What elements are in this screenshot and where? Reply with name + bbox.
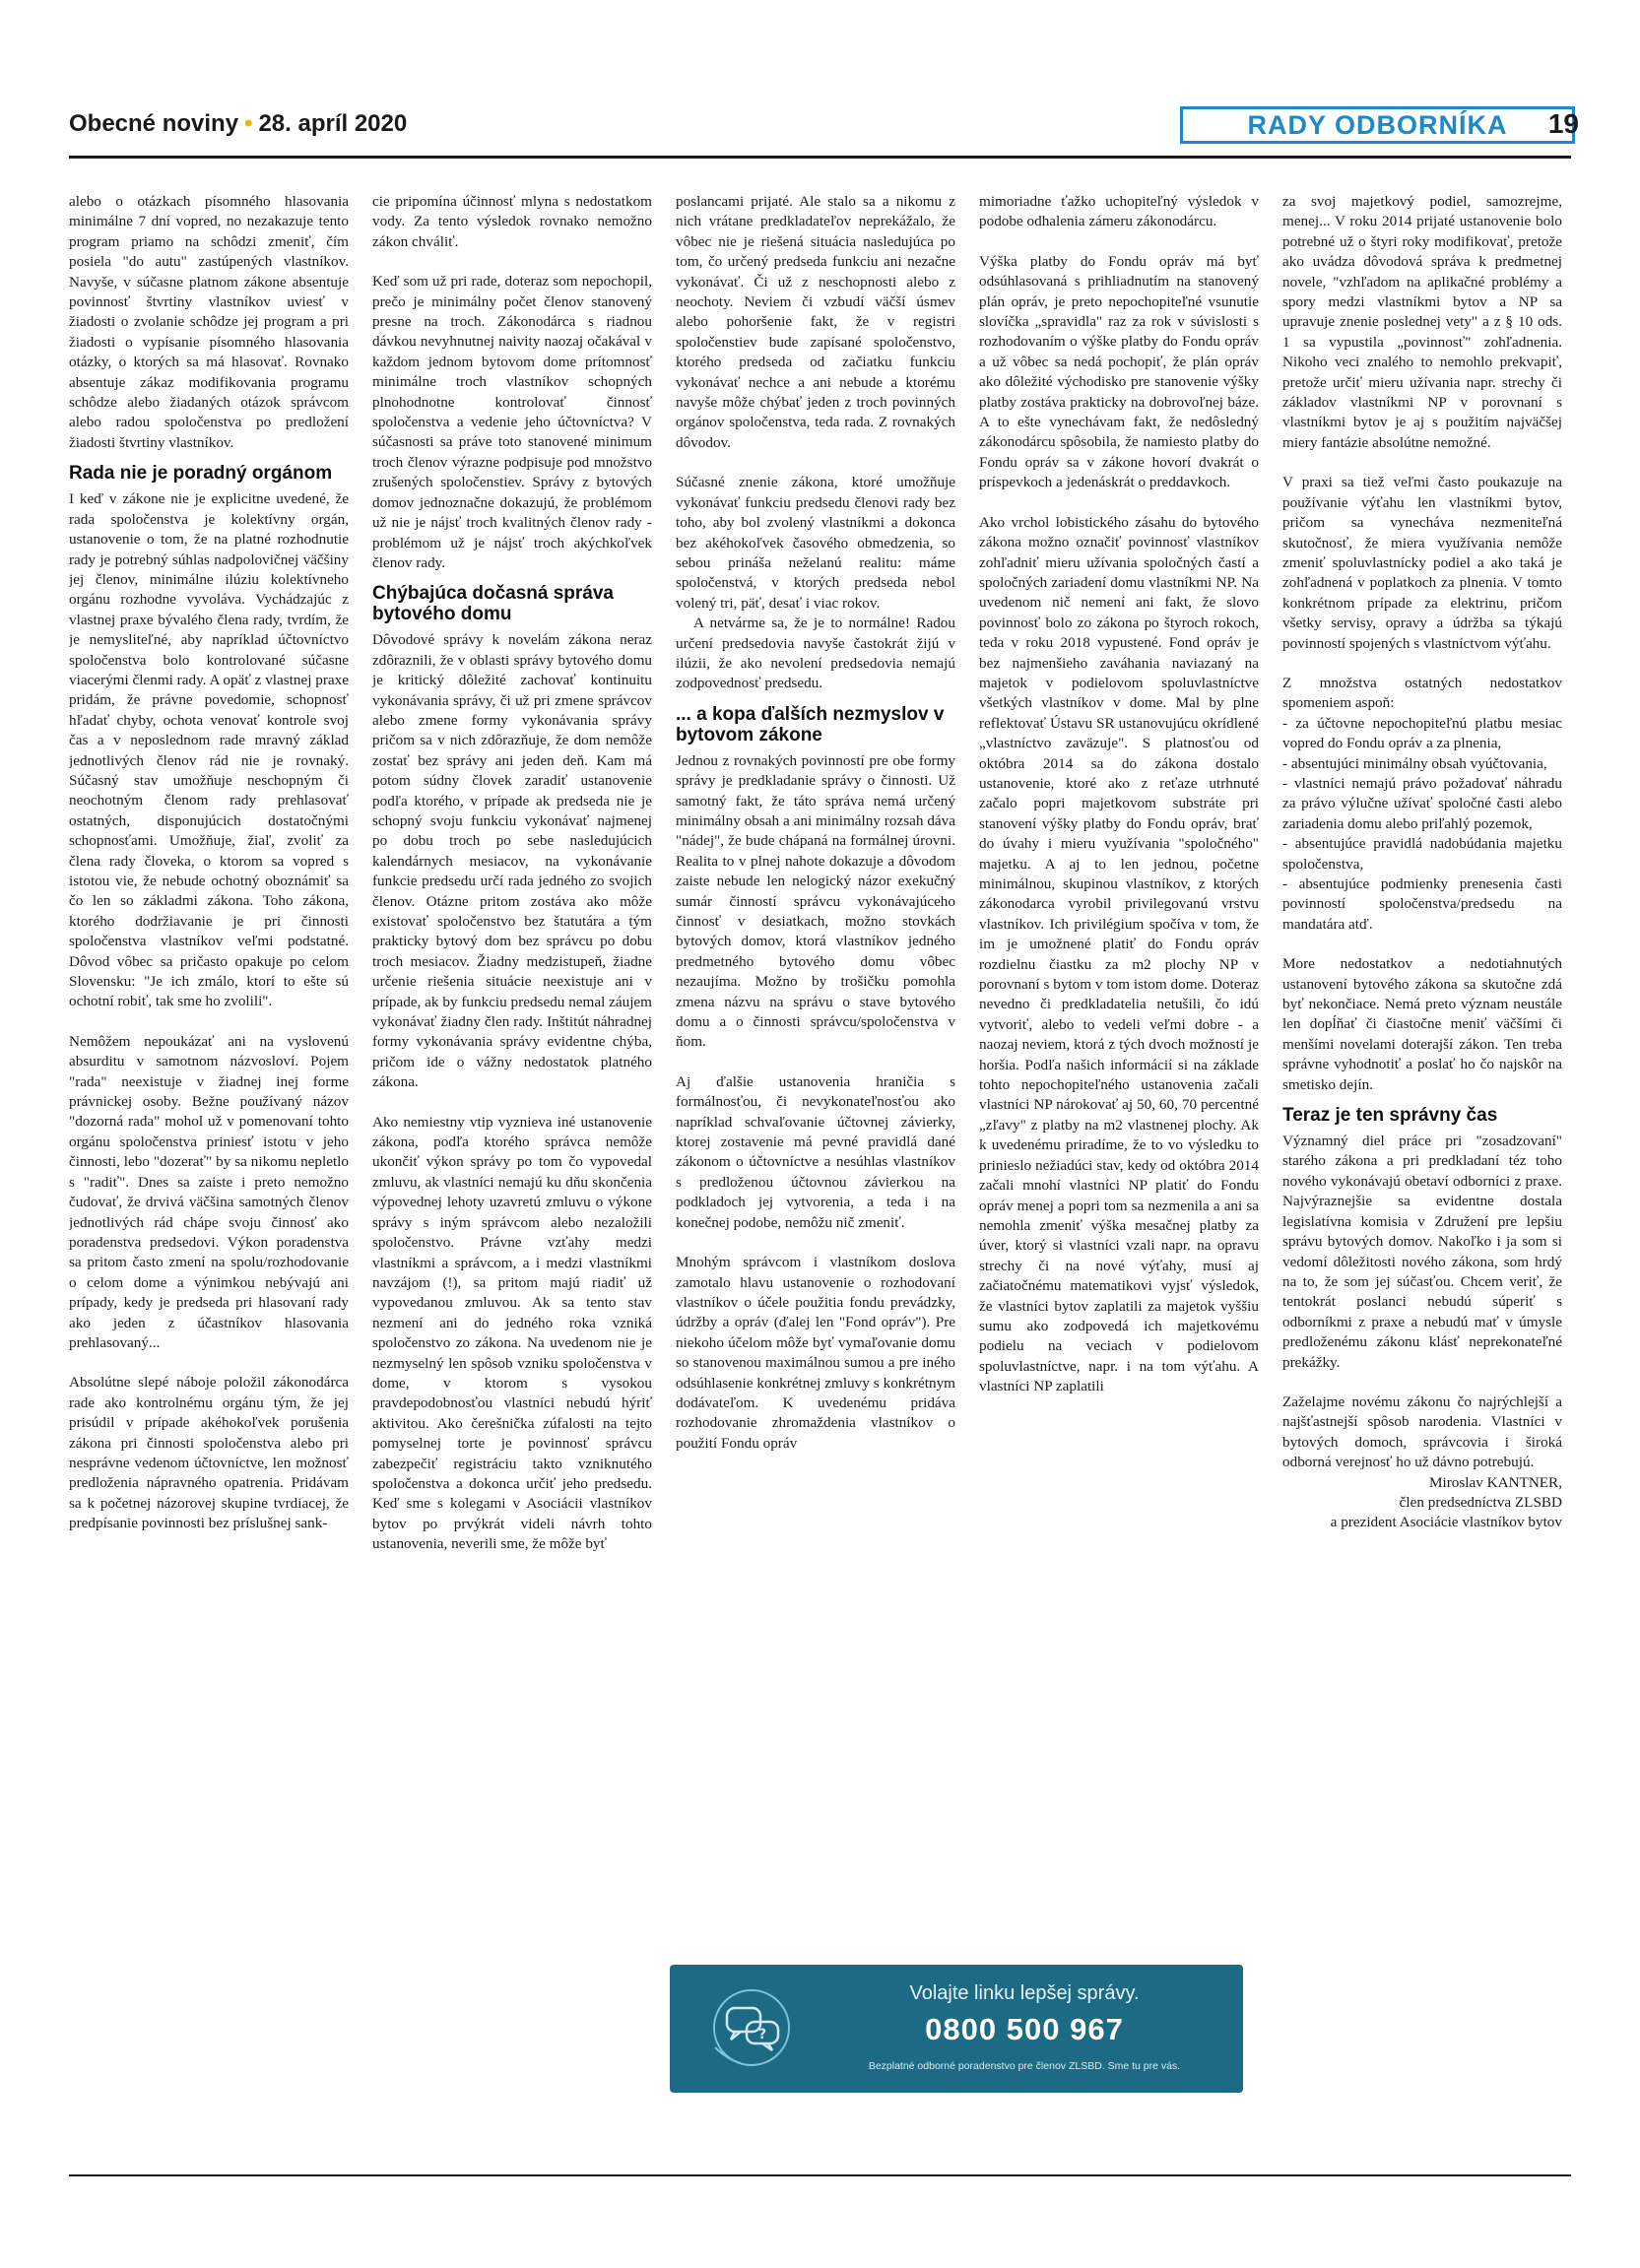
paragraph: More nedostatkov a nedotiahnutých ustanovení bytového zákona sa skutočne zdá byť nekončiace. Nemá preto význam neustále len dopĺňať či čiastočne meniť väčšími či menšími novelami doterajší zákon. Ten treba správne vyhodnotiť a poslať ho čo najskôr na smetisko dejín.	[1282, 955, 1562, 1093]
paragraph: Ako vrchol lobistického zásahu do bytového zákona možno označiť povinnosť vlastníkov zohľadniť mieru užívania spoločných častí a spoločných zariadení domu vlastníkmi NP. Na uvedenom nič nemení ani fakt, že slovo povinnosť bolo zo zákona po štyroch rokoch, teda v roku 2018 vypustené. Fond opráv je bez najmenšieho zaváhania naviazaný na majetok v podielovom spoluvlastníctve všetkých vlastníkov v dome. Mal by plne reflektovať Ústavu SR ustanovujúcu okrídlené „vlastníctvo zaväzuje". S platnosťou od októbra 2014 sa do zákona dostalo ustanovenie, ktoré ako z reťaze utrhnuté začalo popri majetkovom substráte pri stanovení výšky platby do Fondu opráv, brať do úvahy i mieru využívania "spoločného" majetku. A aj to len jednou, početne minimálnou, skupinou vlastníkov, z ktorých zákonodarca vyrobil privilegovanú vrstvu vlastníkov. Ich privilégium spočíva v tom, že im je umožnené platiť do Fondu opráv rozdielnu čiastku za m2 plochy NP v porovnaní s bytom v tom istom dome. Doteraz nevedno či predkladatelia netušili, čo idú vytvoriť, alebo to vedeli veľmi dobre - a naozaj neviem, ktorá z tých dvoch možností je horšia. Podľa našich informácií si na základe tohto nepochopiteľného ustanovenia začali vlastníci NP nárokovať aj 50, 60, 70 percentné „zľavy" z platby na m2 vlastnenej plochy. Ak k uvedenému priradíme, že to vo výsledku to prinieslo nežiadúci stav, kedy od októbra 2014 začali mnohí vlastníci NP platiť do Fondu opráv menej a popri tom sa nezmenila a ani sa nemohla zmeniť výška mesačnej platby za úver, ktorý si vlastníci vzali napr. na opravu strechy či na nové výťahy, musí aj začiatočnému matematikovi vyjsť výsledok, že vlastníci bytov zaplatili za majetok vyššiu sumu ako zodpovedá ich majetkovému podielu na veciach v podielovom spoluvlastníctve, napr. i na tom výťahu. A vlastníci NP zaplatili	[979, 513, 1259, 1395]
separator-dot: •	[244, 110, 253, 137]
banner-note: Bezplatné odborné poradenstvo pre členov ZLSBD. Sme tu pre vás.	[868, 2060, 1181, 2072]
subheading: Chýbajúca dočasná správa bytového domu	[372, 583, 614, 625]
column-1	[69, 192, 349, 2167]
paragraph: Nemôžem nepoukázať ani na vyslovenú absurditu v samotnom názvosloví. Pojem "rada" neexistuje v žiadnej inej forme právnickej osoby. Bežne používaný názov "dozorná rada" mohol už v pomenovaní tohto orgánu spoločenstva priniesť istotu v jeho činnosti, lebo "dozerať" by sa nikomu nepletlo s "radiť". Dnes sa zaiste i preto nemožno čudovať, že drvivá väčšina samotných členov jednotlivých rád chápe svoju činnosť ako poradenstva predsedovi. Výkon poradenstva sa pritom často zmení na spolu/rozhodovanie o celom dome a výnimkou nebývajú ani prípady, kedy je predseda pri hlasovaní rady ako jeden z účastníkov hlasovania prehlasovaný...	[69, 1032, 349, 1351]
paragraph: Dôvodové správy k novelám zákona neraz zdôraznili, že v oblasti správy bytového domu je kritický dôležité zachovať kontinuitu vykonávania správy, či už pri zmene správcov alebo zmene formy vykonávania správy pričom sa v nich zdôrazňuje, že dom nemôže zostať bez správy ani jeden deň. Kam má potom súdny človek zaradiť ustanovenie podľa ktorého, v prípade ak predseda nie je schopný svoju funkciu vykonávať najmenej po dobu troch po sebe nasledujúcich kalendárnych mesiacov, na vykonávanie funkcie predsedu určí rada jedného zo svojich členov. Otázne pritom zostáva ako môže existovať spoločenstvo bez štatutára a tým prakticky bytový dom bez správcu po dobu troch mesiacov. Žiadny medzistupeň, žiadne určenie riešenia situácie neexistuje ani v prípade, ak by funkciu predsedu nemal záujem vykonávať žiadny člen rady. Inštitút náhradnej formy vykonávania správy evidentne chýba, pričom ide o vážny nedostatok platného zákona.	[372, 631, 652, 1091]
paragraph: Výška platby do Fondu opráv má byť odsúhlasovaná s prihliadnutím na stanovený plán opráv, je preto nepochopiteľné vsunutie slovíčka „spravidla" raz za rok v súvislosti s rozhodovaním o výške platby do Fondu opráv a už vôbec sa nedá pochopiť, že plán opráv ako dôležité východisko pre stanovenie výšky platby zostáva prakticky na dobrovoľnej báze. A to ešte vynechávam fakt, že nedôsledný zákonodárcu spôsobila, že namiesto platby do Fondu opráv sa v zákone hovorí dvakrát o príspevkoch a jedenáskrát o preddavkoch.	[979, 252, 1259, 491]
paragraph: V praxi sa tiež veľmi často poukazuje na používanie výťahu len vlastníkmi bytov, pričom sa vynecháva nezmeniteľná skutočnosť, že miera využívania nemôže zmeniť spoluvlastnícky podiel a ako taká je zohľadnená v poplatkoch za plnenia. V tomto konkrétnom prípade za elektrinu, pričom všetky servisy, opravy a údržba sa týkajú povinností spojených s vlastníctvom výťahu.	[1282, 474, 1562, 652]
subheading: ... a kopa ďalších nezmyslov v bytovom zákone	[676, 703, 945, 745]
header-divider	[69, 156, 1571, 159]
paragraph: cie pripomína účinnosť mlyna s nedostatkom vody. Za tento výsledok rovnako nemožno zákon chváliť.	[372, 193, 652, 250]
subheading: Teraz je ten správny čas	[1282, 1105, 1498, 1127]
footer-divider	[69, 2174, 1571, 2176]
column-5	[1282, 192, 1562, 2167]
paragraph: Keď som už pri rade, doteraz som nepochopil, prečo je minimálny počet členov stanovený presne na troch. Zákonodárca s riadnou dávkou nevyhnutnej naivity naozaj očakával v každom jednom bytovom dome prítomnosť minimálne troch vlastníkov schopných plnohodnotne kontrolovať činnosť spoločenstva a vedenie jeho účtovníctva? V súčasnosti sa práve toto stanovené minimum troch členov výrazne podpisuje pod množstvo zrušených spoločenstiev. Správy z bytových domov jednoznačne dokazujú, že problémom už nie je nájsť troch kvalitných členov rady - problémom už je nájsť troch akýchkoľvek členov rady.	[372, 273, 652, 571]
hotline-phone-number[interactable]: 0800 500 967	[925, 2012, 1124, 2046]
paragraph: Zaželajme novému zákonu čo najrýchlejší a najšťastnejší spôsob narodenia. Vlastníci v bytových domoch, správcovia i široká odborná verejnosť ho už dávno potrebujú.	[1282, 1393, 1562, 1471]
author-role: člen predsedníctva ZLSBD	[1399, 1493, 1562, 1511]
shortcomings-list	[1282, 714, 1562, 935]
issue-date: 28. apríl 2020	[258, 110, 408, 137]
svg-text:?: ?	[757, 2027, 767, 2042]
paragraph: Významný diel práce pri "zosadzovaní" starého zákona a pri predkladaní téz toho nového vykonávajú obetaví odborníci z praxe. Najvýraznejšie sa evidentne dostala legislatívna komisia v Združení pre lepšiu správu bytových domov. Nakoľko i ja som si vedomí dôležitosti nového zákona, som hrdý na to, že som jej súčasťou. Chcem veriť, že tentokrát poslanci nebudú súperiť s odborníkmi z praxe a nebudú mať v úmysle predloženému zákonu klásť neprekonateľné prekážky.	[1282, 1133, 1562, 1371]
paragraph: Jednou z rovnakých povinností pre obe formy správy je predkladanie správy o činnosti. Už samotný fakt, že táto správa nemá určený minimálny obsah a ani minimálny rozsah dáva "nádej", že bude chápaná na formálnej úrovni. Realita to v plnej nahote dokazuje a dôvodom zaiste nebude len nelogický názor exekučný sumár činností správcu vykonávajúceho činnosť v desiatkach, možno stovkách bytových domov, ktorá vlastníkov jedného predmetného bytového domu vôbec nezaujíma. Možno by trošičku pomohla zmena názvu na správu o stave bytového domu a o činnosti správcu/spoločenstva v ňom.	[676, 751, 955, 1051]
author-name: Miroslav KANTNER,	[1429, 1473, 1562, 1491]
section-label: RADY ODBORNÍKA	[1180, 106, 1575, 144]
masthead	[69, 110, 407, 138]
paragraph: Aj ďalšie ustanovenia hraničia s formálnosťou, či nevykonateľnosťou ako napríklad schvaľovanie účtovnej závierky, ktorej zostavenie má pevné pravidlá dané zákonom o účtovníctve a nesúhlas vlastníkov s predloženou účtovnou závierkou na podkladoch jej vytvorenia, a teda i na konečnej podobe, nemôžu nič zmeniť.	[676, 1072, 955, 1231]
list-item: - absentujúce pravidlá nadobúdania majetku spoločenstva,	[1282, 835, 1562, 873]
paragraph: alebo o otázkach písomného hlasovania minimálne 7 dní vopred, no nezakazuje tento program priamo na schôdzi zmeniť, čím posiela "do autu" zastúpených vlastníkov. Navyše, v súčasne platnom zákone absentuje povinnosť štvrtiny vlastníkov uviesť v žiadosti o zvolanie schôdze jej program a pri žiadosti o vypísanie písomného hlasovania otázky, o ktorých sa má hlasovať. Rovnako absentuje zákaz modifikovania programu schôdze alebo žiadaných otázok správcom alebo radou spoločenstva po predložení žiadosti štvrtiny vlastníkov.	[69, 193, 349, 451]
column-2	[372, 192, 652, 2167]
article-body	[69, 192, 1571, 2167]
paragraph: poslancami prijaté. Ale stalo sa a nikomu z nich vrátane predkladateľov neprekážalo, že vôbec nie je riešená situácia nasledujúca po tom, čo určený predseda funkciu ani nezačne vykonávať. Či už z neschopnosti alebo z neochoty. Neviem či vzbudí väčší úsmev alebo pohoršenie fakt, že v registri spoločenstiev bude zapísané spoločenstvo, ktorého predseda od začiatku funkciu vykonávať nechce a ani nebude a ktorému navyše môže chýbať jeden z troch povinných orgánov spoločenstva, teda rada. Z rovnakých dôvodov.	[676, 193, 955, 451]
column-3	[676, 192, 955, 2167]
list-item: - absentujúce podmienky prenesenia časti povinností spoločenstva/predsedu na mandatára atď.	[1282, 875, 1562, 933]
banner-title: Volajte linku lepšej správy.	[909, 1982, 1140, 2004]
publication-name: Obecné noviny	[69, 110, 239, 137]
paragraph: Absolútne slepé náboje položil zákonodárca rade ako kontrolnému orgánu tým, že jej prisúdil v prípade akéhokoľvek porušenia zákona pri činnosti spoločenstva alebo pri nesprávne vedenom účtovníctve, len možnosť predloženia nápravného opatrenia. Pridávam sa k početnej názorovej skupine tvrdiacej, že predpísanie povinnosti bez príslušnej sank-	[69, 1374, 349, 1532]
paragraph: Ako nemiestny vtip vyznieva iné ustanovenie zákona, podľa ktorého správca nemôže ukončiť výkon správy po tom čo vypovedal zmluvu, ak vlastníci nemajú ku dňu skončenia výpovednej lehoty uzavretú zmluvu o výkone správy s iným správcom alebo nezaložili spoločenstvo. Právne vzťahy medzi vlastníkmi a správcom, a i medzi vlastníkmi navzájom (!), sa pritom majú riadiť už vypovedanou zmluvou. Ak sa tento stav nezmení ani do jedného roka vzniká spoločenstvo zo zákona. Na uvedenom nie je nezmyselný len spôsob vzniku spoločenstva v dome, v ktorom s vysokou pravdepodobnosťou vlastníci nebudú hýriť aktivitou. Ako čerešnička zúfalosti na tejto pomyselnej torte je povinnosť správcu zabezpečiť registráciu takto vzniknutého spoločenstva a dokonca určiť jeho predsedu. Keď sme s kolegami v Asociácii vlastníkov bytov po prvýkrát videli návrh tohto ustanovenia, neverili sme, že môže byť	[372, 1113, 652, 1553]
list-item: - vlastníci nemajú právo požadovať náhradu za právo výlučne užívať spoločné časti alebo zariadenia domu alebo priľahlý pozemok,	[1282, 774, 1562, 832]
chat-bubbles-icon	[707, 1986, 796, 2069]
paragraph: Z množstva ostatných nedostatkov spomeniem aspoň:	[1282, 674, 1562, 712]
subheading: Rada nie je poradný orgánom	[69, 463, 333, 485]
hotline-banner[interactable]	[670, 1965, 1243, 2093]
column-4	[979, 192, 1259, 2167]
author-role: a prezident Asociácie vlastníkov bytov	[1330, 1514, 1562, 1531]
list-item: - za účtovne nepochopiteľnú platbu mesiac vopred do Fondu opráv a za plnenia,	[1282, 714, 1562, 752]
paragraph: A netvárme sa, že je to normálne! Radou určení predsedovia navyše častokrát žijú v ilúzii, že ako nevolení predsedovia nemajú zodpovednosť predsedu.	[676, 615, 955, 692]
paragraph: Mnohým správcom i vlastníkom doslova zamotalo hlavu ustanovenie o rozhodovaní vlastníkov o účele použitia fondu prevádzky, údržby a opráv (ďalej len "Fond opráv"). Pre niekoho účelom môže byť vymaľovanie domu so stanovenou maximálnou sumou a pre iného odsúhlasenie konkrétnej zmluvy s konkrétnym dodávateľom. K uvedenému pridáva rozhodovanie zhromaždenia vlastníkov o použití Fondu opráv	[676, 1254, 955, 1452]
list-item: - absentujúci minimálny obsah vyúčtovania,	[1282, 754, 1547, 772]
paragraph: za svoj majetkový podiel, samozrejme, menej... V roku 2014 prijaté ustanovenie bolo potrebné už o štyri roky modifikovať, pretože ako uvádza dôvodová správa k predmetnej novele, "vzhľadom na aplikačné problémy a spory medzi vlastníkmi bytov a NP sa upravuje znenie poslednej vety" a z § 10 ods. 1 sa vypustila „povinnosť" zohľadnenia. Nikoho veci znalého to nemohlo prekvapiť, pretože určiť mieru užívania napr. strechy či základov vlastníkmi NP v porovnaní s vlastníkmi bytov je aj s použitím najväčšej miery fantázie absolútne nemožné.	[1282, 193, 1562, 451]
paragraph: I keď v zákone nie je explicitne uvedené, že rada spoločenstva je kolektívny orgán, ustanovenie o tom, že na platné rozhodnutie rady je potrebný súhlas nadpolovičnej väčšiny jej členov, minimálne ilúziu kolektívneho orgánu rozhodne vyvoláva. Vychádzajúc z vlastnej praxe bývalého člena rady, tvrdím, že je nemysliteľné, aby napríklad účtovníctvo spoločenstva bolo kontrolované súčasne viacerými členmi rady. A opäť z vlastnej praxe pridám, že právne povedomie, schopnosť hľadať chyby, ochota venovať kontrole svoj čas a v neposlednom rade mravný základ jednotlivých členov rád nie je rovnaký. Súčasný stav umožňuje neschopným či neochotným členom rady prehlasovať ostatných, disponujúcich dostatočnými schopnosťami. Umožňuje, žiaľ, zvoliť za člena rady človeka, o ktorom sa vopred s istotou vie, že nebude ochotný oboznámiť sa čo len so základmi zákona. Toho zákona, ktorého dodržiavanie je pri činnosti spoločenstva vlastníkov veľmi podstatné. Dôvod vôbec sa pričasto opakuje po celom Slovensku: "Je ich zmálo, ktorí to ešte sú ochotní robiť, tak sme ho zvolili".	[69, 490, 349, 1010]
page-number: 19	[1547, 108, 1579, 139]
paragraph: mimoriadne ťažko uchopiteľný výsledok v podobe odhalenia zámeru zákonodárcu.	[979, 193, 1259, 230]
page-header	[69, 106, 1579, 146]
paragraph: Súčasné znenie zákona, ktoré umožňuje vykonávať funkciu predsedu členovi rady bez toho, aby bol zvolený vlastníkmi a dokonca bez akéhokoľvek časového obmedzenia, so sebou prináša neželanú realitu: máme spoločenstvá, v ktorých predseda nebol volený tri, päť, desať i viac rokov.	[676, 474, 955, 612]
